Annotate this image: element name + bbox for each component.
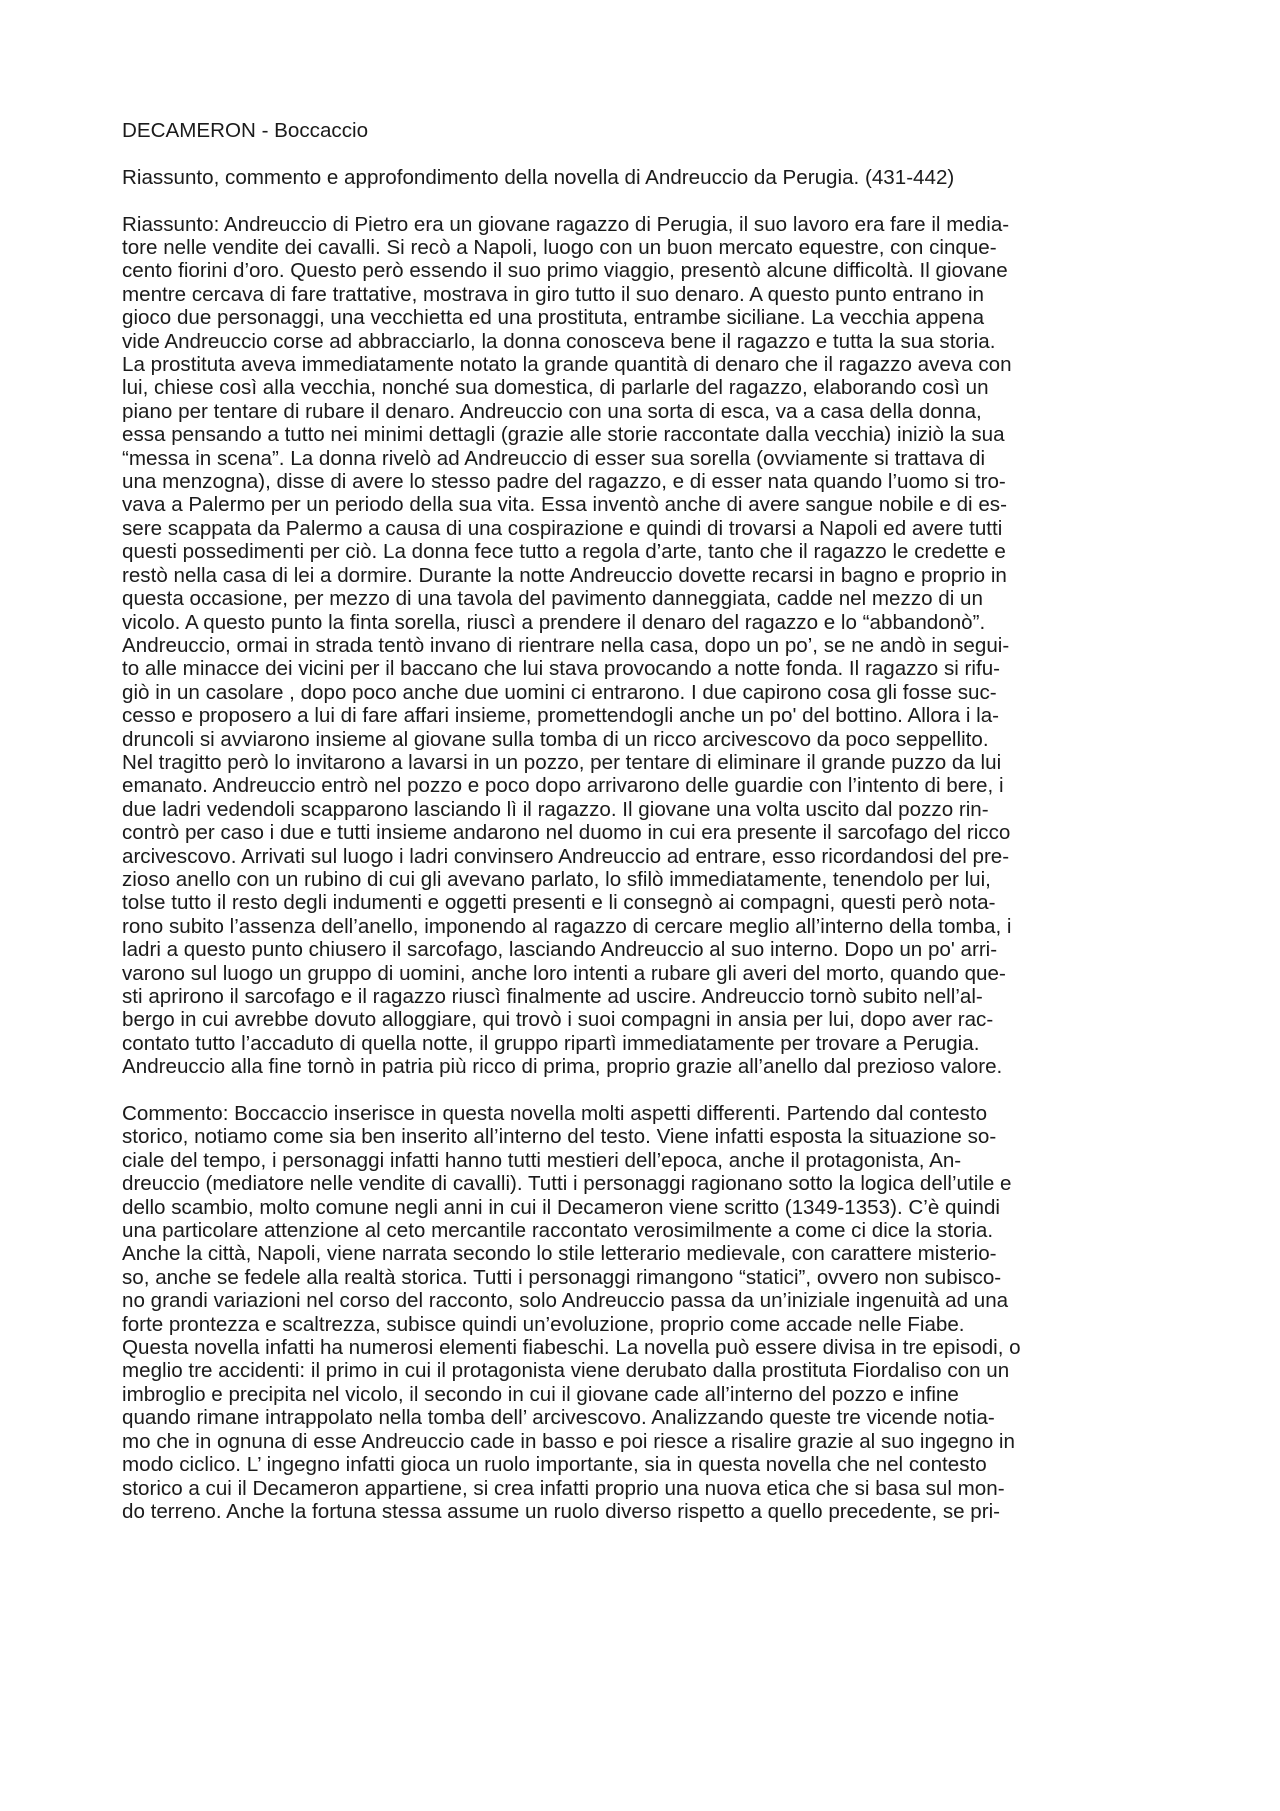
- document-body: [122, 119, 1158, 1523]
- document-title: DECAMERON - Boccaccio: [122, 119, 369, 142]
- document-subtitle: Riassunto, commento e approfondimento della novella di Andreuccio da Perugia. (431-442): [122, 165, 955, 189]
- summary-paragraph: Riassunto: Andreuccio di Pietro era un giovane ragazzo di Perugia, il suo lavoro era fare il media- tore nelle vendite dei cavalli. Si recò a Napoli, luogo con un buon mercato equestre, con cinque- cento fiorini d’oro. Questo però essendo il suo primo viaggio, presentò alcune difficoltà. Il giovane mentre cercava di fare trattative, mostrava in giro tutto il suo denaro. A questo punto entrano in gioco due personaggi, una vecchietta ed una prostituta, entrambe siciliane. La vecchia appena vide Andreuccio corse ad abbracciarlo, la donna conosceva bene il ragazzo e tutta la sua storia. La prostituta aveva immediatamente notato la grande quantità di denaro che il ragazzo aveva con lui, chiese così alla vecchia, nonché sua domestica, di parlarle del ragazzo, elaborando così un piano per tentare di rubare il denaro. Andreuccio con una sorta di esca, va a casa della donna, essa pensando a tutto nei minimi dettagli (grazie alle storie raccontate dalla vecchia) iniziò la sua “messa in scena”. La donna rivelò ad Andreuccio di esser sua sorella (ovviamente si trattava di una menzogna), disse di avere lo stesso padre del ragazzo, e di esser nata quando l’uomo si tro- vava a Palermo per un periodo della sua vita. Essa inventò anche di avere sangue nobile e di es- sere scappata da Palermo a causa di una cospirazione e quindi di trovarsi a Napoli ed avere tutti questi possedimenti per ciò. La donna fece tutto a regola d’arte, tanto che il ragazzo le credette e restò nella casa di lei a dormire. Durante la notte Andreuccio dovette recarsi in bagno e proprio in questa occasione, per mezzo di una tavola del pavimento danneggiata, cadde nel mezzo di un vicolo. A questo punto la finta sorella, riuscì a prendere il denaro del ragazzo e lo “abbandonò”. Andreuccio, ormai in strada tentò invano di rientrare nella casa, dopo un po’, se ne andò in segui- to alle minacce dei vicini per il baccano che lui stava provocando a notte fonda. Il ragazzo si rifu- giò in un casolare , dopo poco anche due uomini ci entrarono. I due capirono cosa gli fosse suc- cesso e proposero a lui di fare affari insieme, promettendogli anche un po' del bottino. Allora i la- druncoli si avviarono insieme al giovane sulla tomba di un ricco arcivescovo da poco seppellito. Nel tragitto però lo invitarono a lavarsi in un pozzo, per tentare di eliminare il grande puzzo da lui emanato. Andreuccio entrò nel pozzo e poco dopo arrivarono delle guardie con l’intento di bere, i due ladri vedendoli scapparono lasciando lì il ragazzo. Il giovane una volta uscito dal pozzo rin- contrò per caso i due e tutti insieme andarono nel duomo in cui era presente il sarcofago del ricco arcivescovo. Arrivati sul luogo i ladri convinsero Andreuccio ad entrare, esso ricordandosi del pre- zioso anello con un rubino di cui gli avevano parlato, lo sfilò immediatamente, tenendolo per lui, tolse tutto il resto degli indumenti e oggetti presenti e li consegnò ai compagni, questi però nota- rono subito l’assenza dell’anello, imponendo al ragazzo di cercare meglio all’interno della tomba, i ladri a questo punto chiusero il sarcofago, lasciando Andreuccio al suo interno. Dopo un po' arri- varono sul luogo un gruppo di uomini, anche loro intenti a rubare gli averi del morto, quando que- sti aprirono il sarcofago e il ragazzo riuscì finalmente ad uscire. Andreuccio tornò subito nell’al- bergo in cui avrebbe dovuto alloggiare, qui trovò i suoi compagni in ansia per lui, dopo aver rac- contato tutto l’accaduto di quella notte, il gruppo ripartì immediatamente per trovare a Perugia. Andreuccio alla fine tornò in patria più ricco di prima, proprio grazie all’anello dal prezioso valore.: [122, 212, 1012, 1079]
- commentary-paragraph: Commento: Boccaccio inserisce in questa novella molti aspetti differenti. Partendo dal contesto storico, notiamo come sia ben inserito all’interno del testo. Viene infatti esposta la situazione so- ciale del tempo, i personaggi infatti hanno tutti mestieri dell’epoca, anche il protagonista, An- dreuccio (mediatore nelle vendite di cavalli). Tutti i personaggi ragionano sotto la logica dell’utile e dello scambio, molto comune negli anni in cui il Decameron viene scritto (1349-1353). C’è quindi una particolare attenzione al ceto mercantile raccontato verosimilmente a come ci dice la storia. Anche la città, Napoli, viene narrata secondo lo stile letterario medievale, con carattere misterio- so, anche se fedele alla realtà storica. Tutti i personaggi rimangono “statici”, ovvero non subisco- no grandi variazioni nel corso del racconto, solo Andreuccio passa da un’iniziale ingenuità ad una forte prontezza e scaltrezza, subisce quindi un’evoluzione, proprio come accade nelle Fiabe. Questa novella infatti ha numerosi elementi fiabeschi. La novella può essere divisa in tre episodi, o meglio tre accidenti: il primo in cui il protagonista viene derubato dalla prostituta Fiordaliso con un imbroglio e precipita nel vicolo, il secondo in cui il giovane cade all’interno del pozzo e infine quando rimane intrappolato nella tomba dell’ arcivescovo. Analizzando queste tre vicende notia- mo che in ognuna di esse Andreuccio cade in basso e poi riesce a risalire grazie al suo ingegno in modo ciclico. L’ ingegno infatti gioca un ruolo importante, sia in questa novella che nel contesto storico a cui il Decameron appartiene, si crea infatti proprio una nuova etica che si basa sul mon- do terreno. Anche la fortuna stessa assume un ruolo diverso rispetto a quello precedente, se pri-: [122, 1102, 1021, 1523]
